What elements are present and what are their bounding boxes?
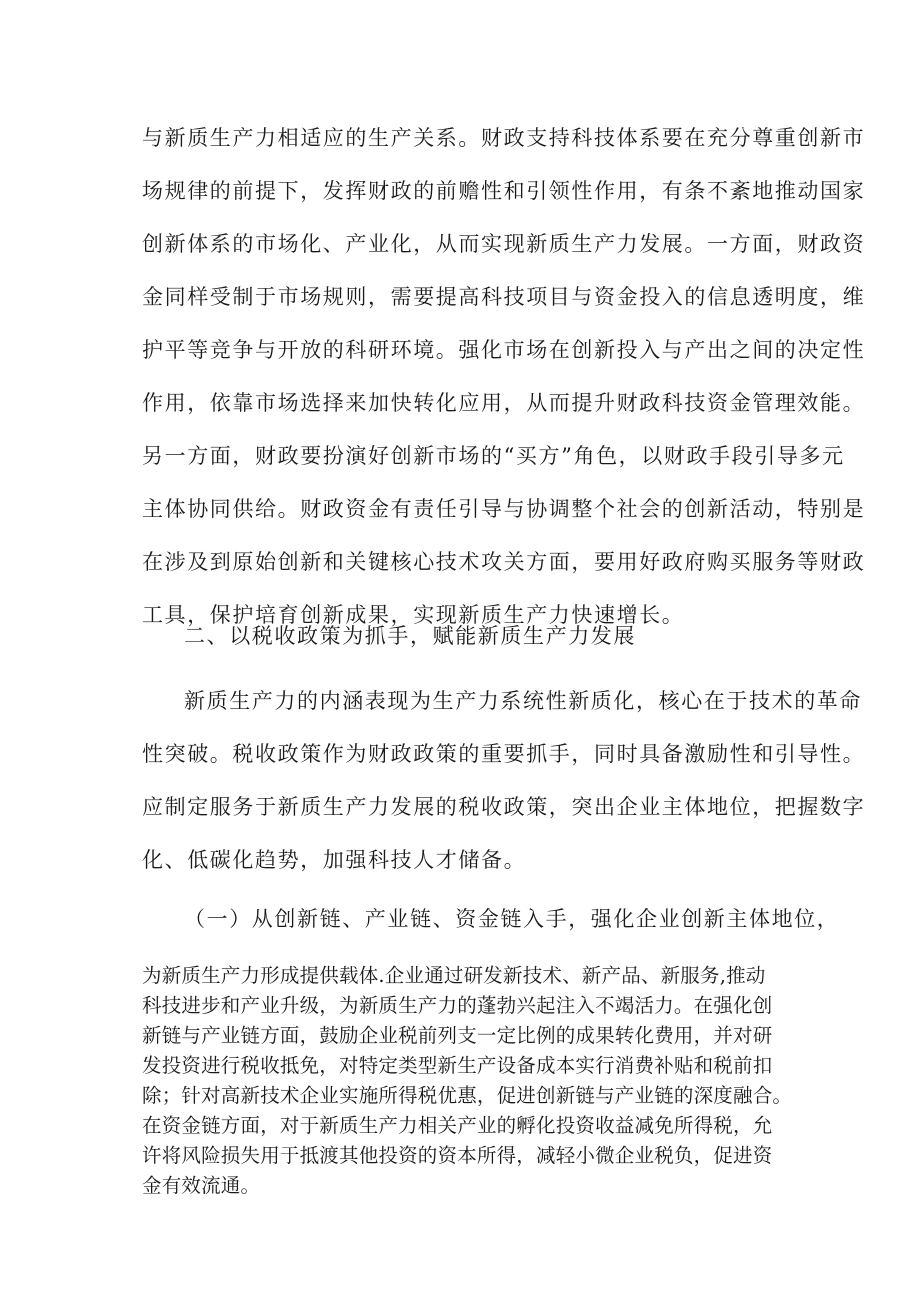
text-line: 科技进步和产业升级，为新质生产力的蓬勃兴起注入不竭活力。在强化创: [142, 994, 773, 1017]
text-line: 主体协同供给。财政资金有责任引导与协调整个社会的创新活动，特别是: [142, 497, 866, 521]
section-heading-tax-policy: [142, 610, 792, 663]
text-line: 新链与产业链方面，鼓励企业税前列支一定比例的成果转化费用，并对研: [142, 1024, 773, 1047]
paragraph-tax-policy-intro: [142, 675, 866, 887]
paragraph-fiscal-support: [142, 112, 866, 642]
text-line: 在涉及到原始创新和关键核心技术攻关方面，要用好政府购买服务等财政: [142, 550, 866, 574]
paragraph-enterprise-innovation: [142, 961, 792, 1201]
text-line: 另一方面，财政要扮演好创新市场的“买方”角色，以财政手段引导多元: [142, 444, 845, 468]
text-line: 作用，依靠市场选择来加快转化应用，从而提升财政科技资金管理效能。: [142, 391, 866, 415]
subsection-heading-enterprise: [142, 893, 840, 946]
heading-text: 二、以税收政策为抓手，赋能新质生产力发展: [184, 624, 636, 648]
text-line: 发投资进行税收抵免，对特定类型新生产设备成本实行消费补贴和税前扣: [142, 1054, 773, 1077]
text-line: 应制定服务于新质生产力发展的税收政策，突出企业主体地位，把握数字: [142, 795, 866, 819]
text-line: 金有效流通。: [142, 1174, 261, 1197]
text-line: 在资金链方面，对于新质生产力相关产业的孵化投资收益减免所得税，允: [142, 1114, 773, 1137]
text-line: 与新质生产力相适应的生产关系。财政支持科技体系要在充分尊重创新市: [142, 126, 866, 150]
text-line: 创新体系的市场化、产业化，从而实现新质生产力发展。一方面，财政资: [142, 232, 866, 256]
text-line: 为新质生产力形成提供载体.企业通过研发新技术、新产品、新服务,推动: [142, 964, 766, 987]
text-line: 工具，保护培育创新成果，实现新质生产力快速增长。: [142, 603, 685, 627]
text-line: 金同样受制于市场规则，需要提高科技项目与资金投入的信息透明度，维: [142, 285, 866, 309]
text-line: 性突破。税收政策作为财政政策的重要抓手，同时具备激励性和引导性。: [142, 742, 866, 766]
text-line: 许将风险损失用于抵渡其他投资的资本所得，减轻小微企业税负，促进资: [142, 1144, 773, 1167]
text-line: 新质生产力的内涵表现为生产力系统性新质化，核心在于技术的革命: [184, 689, 862, 713]
text-line: 护平等竞争与开放的科研环境。强化市场在创新投入与产出之间的决定性: [142, 338, 866, 362]
text-line: 化、低碳化趋势，加强科技人才储备。: [142, 848, 527, 872]
text-line: 除；针对高新技术企业实施所得税优惠，促进创新链与产业链的深度融合。: [142, 1084, 793, 1107]
text-line: 场规律的前提下，发挥财政的前赡性和引领性作用，有条不紊地推动国家: [142, 179, 866, 203]
heading-text: （一）从创新链、产业链、资金链入手，强化企业创新主体地位，: [184, 907, 840, 931]
